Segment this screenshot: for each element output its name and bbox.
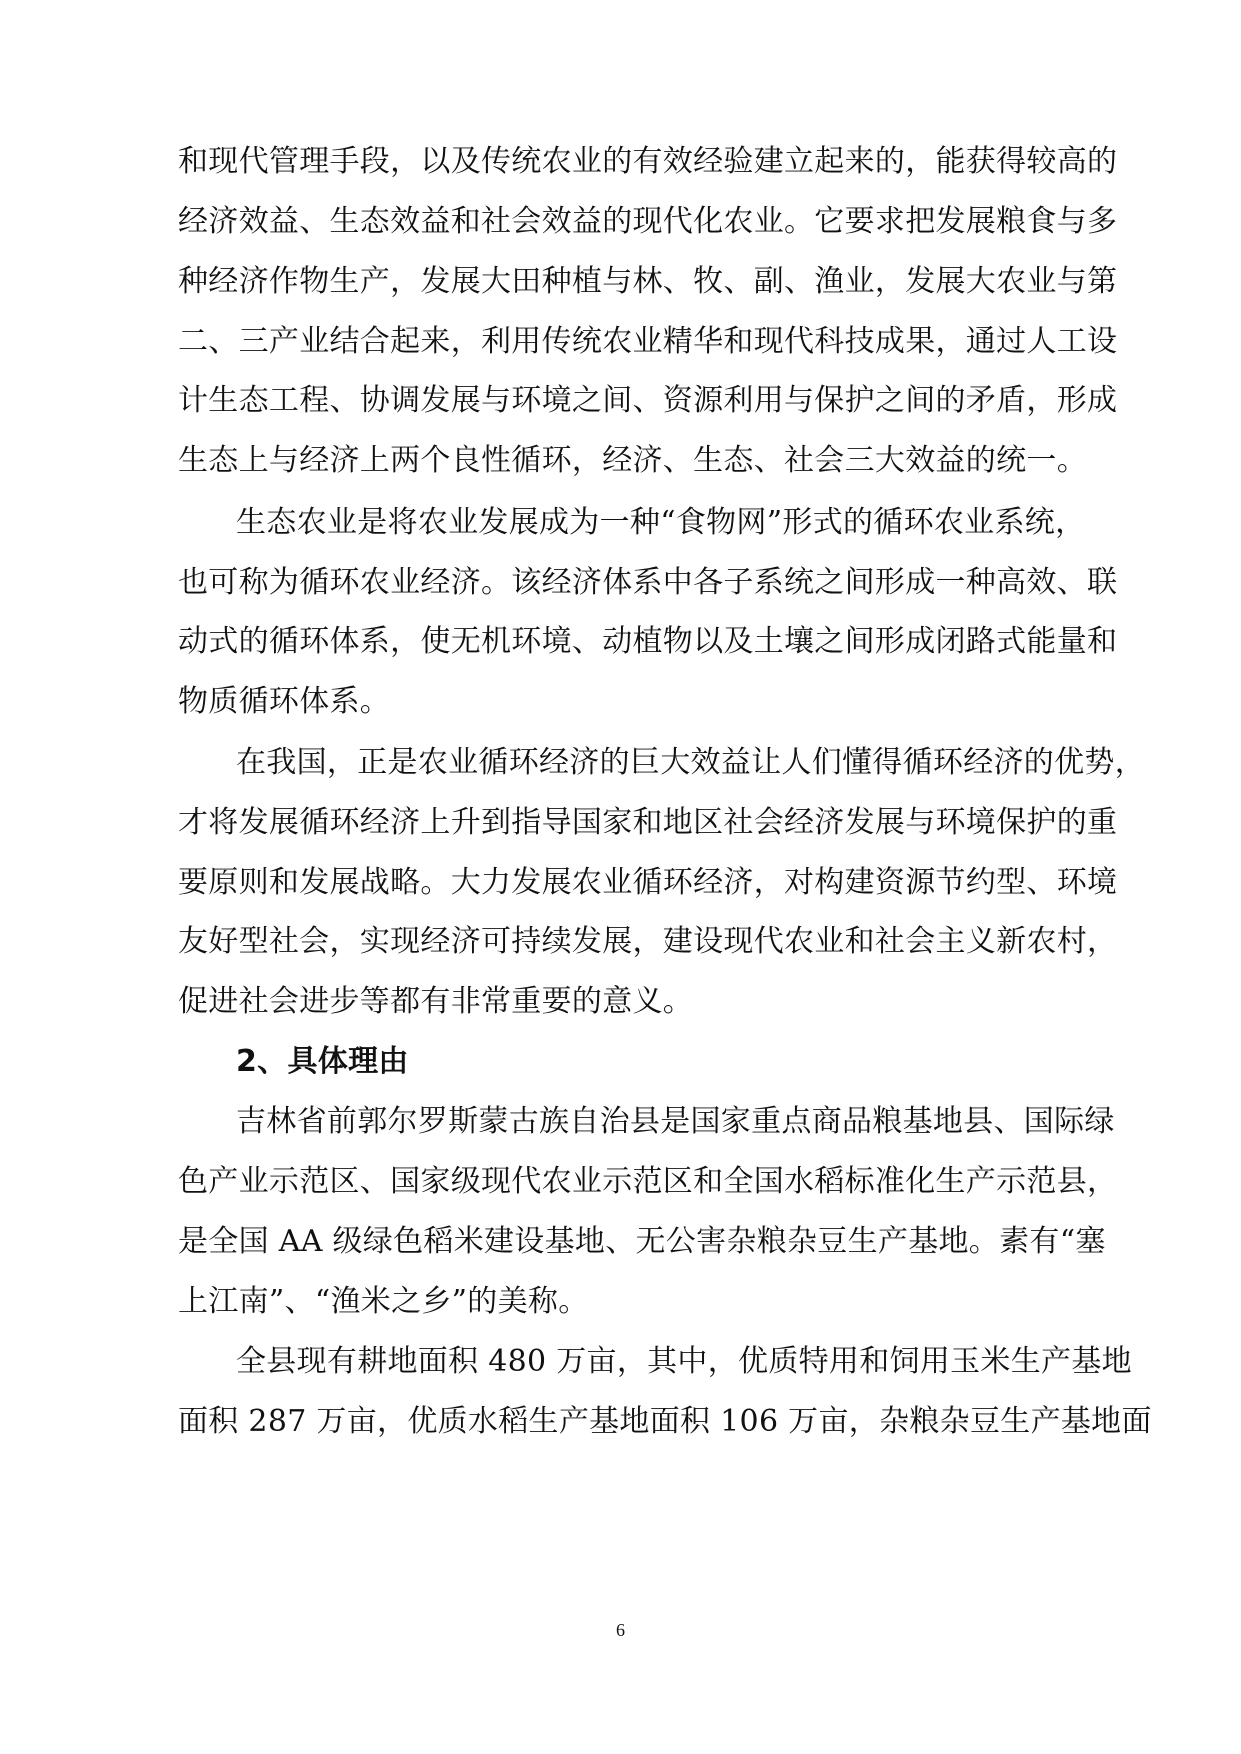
body-text-line: 要原则和发展战略。大力发展农业循环经济，对构建资源节约型、环境 (178, 865, 1118, 900)
body-text-line: 二、三产业结合起来，利用传统农业精华和现代科技成果，通过人工设 (178, 324, 1118, 359)
body-text-line: 物质循环体系。 (178, 684, 391, 719)
body-text-line: 生态上与经济上两个良性循环，经济、生态、社会三大效益的统一。 (178, 443, 1087, 478)
page-number: 6 (616, 1620, 625, 1640)
body-text-line: 计生态工程、协调发展与环境之间、资源利用与保护之间的矛盾，形成 (178, 383, 1118, 418)
body-text-line: 经济效益、生态效益和社会效益的现代化农业。它要求把发展粮食与多 (178, 204, 1118, 239)
section-heading: 2、具体理由 (236, 1044, 409, 1079)
body-text-line: 动式的循环体系，使无机环境、动植物以及土壤之间形成闭路式能量和 (178, 624, 1118, 659)
body-text-line: 种经济作物生产，发展大田种植与林、牧、副、渔业，发展大农业与第 (178, 264, 1118, 299)
body-text-line: 也可称为循环农业经济。该经济体系中各子系统之间形成一种高效、联 (178, 565, 1118, 600)
paragraph-start-line: 在我国，正是农业循环经济的巨大效益让人们懂得循环经济的优势， (236, 745, 1145, 780)
body-text-line: 上江南”、“渔米之乡”的美称。 (178, 1284, 589, 1319)
body-text-line: 是全国 AA 级绿色稻米建设基地、无公害杂粮杂豆生产基地。素有“塞 (178, 1224, 1106, 1259)
body-text-line: 才将发展循环经济上升到指导国家和地区社会经济发展与环境保护的重 (178, 805, 1118, 840)
body-text-line: 色产业示范区、国家级现代农业示范区和全国水稻标准化生产示范县， (178, 1164, 1118, 1199)
body-text-line: 和现代管理手段，以及传统农业的有效经验建立起来的，能获得较高的 (178, 144, 1118, 179)
paragraph-start-line: 生态农业是将农业发展成为一种“食物网”形式的循环农业系统， (236, 505, 1086, 540)
body-text-line: 促进社会进步等都有非常重要的意义。 (178, 984, 694, 1019)
paragraph-start-line: 全县现有耕地面积 480 万亩，其中，优质特用和饲用玉米生产基地 (236, 1344, 1132, 1379)
body-text-line: 面积 287 万亩，优质水稻生产基地面积 106 万亩，杂粮杂豆生产基地面 (178, 1404, 1152, 1439)
body-text-line: 友好型社会，实现经济可持续发展，建设现代农业和社会主义新农村， (178, 924, 1118, 959)
paragraph-start-line: 吉林省前郭尔罗斯蒙古族自治县是国家重点商品粮基地县、国际绿 (236, 1104, 1115, 1139)
